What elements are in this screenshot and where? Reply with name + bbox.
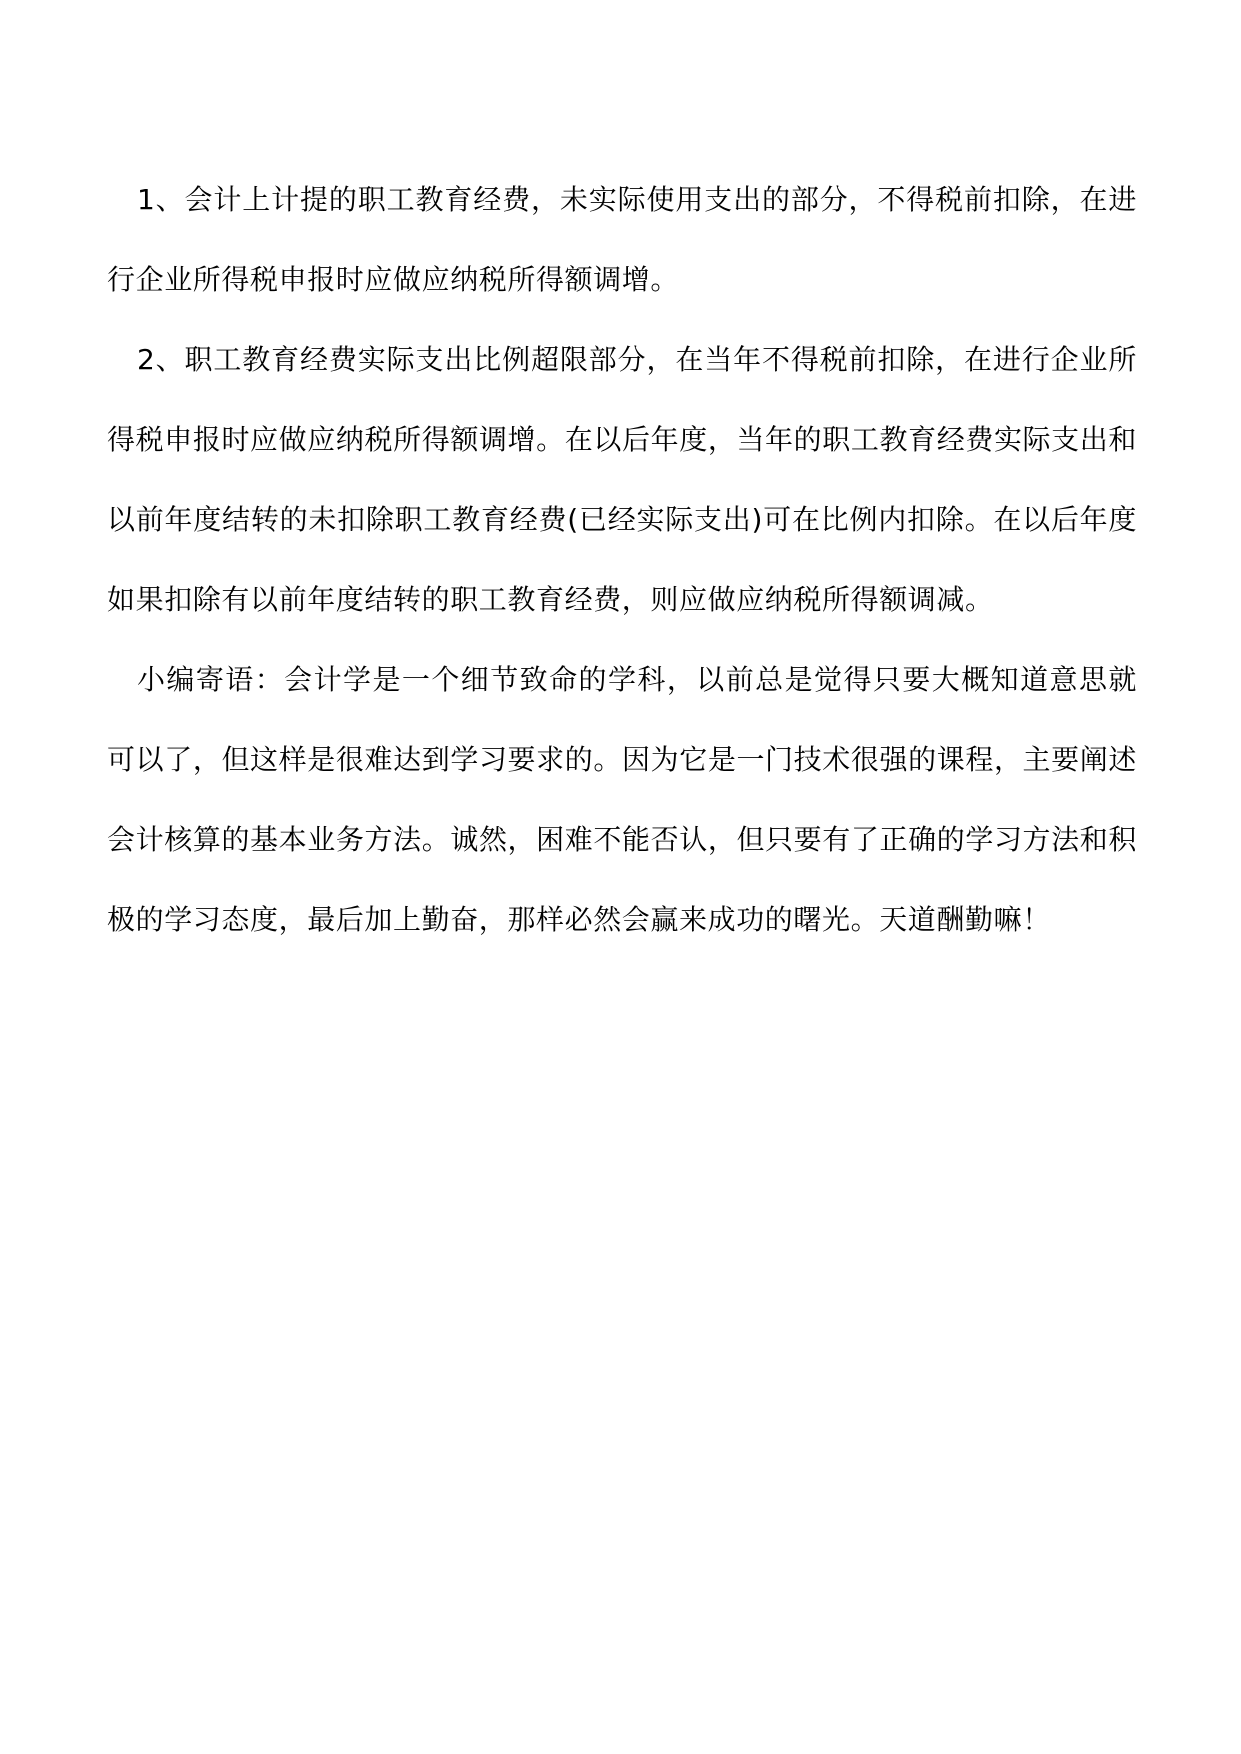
paragraph-2: 2、职工教育经费实际支出比例超限部分，在当年不得税前扣除，在进行企业所得税申报时应做应纳税所得额调增。在以后年度，当年的职工教育经费实际支出和以前年度结转的未扣除职工教育经费(已经实际支出)可在比例内扣除。在以后年度如果扣除有以前年度结转的职工教育经费，则应做应纳税所得额调减。: [107, 343, 1137, 616]
document-body: [107, 160, 1137, 960]
paragraph-1: 1、会计上计提的职工教育经费，未实际使用支出的部分，不得税前扣除，在进行企业所得税申报时应做应纳税所得额调增。: [107, 183, 1137, 296]
paragraph-editor-note: 小编寄语：会计学是一个细节致命的学科，以前总是觉得只要大概知道意思就可以了，但这样是很难达到学习要求的。因为它是一门技术很强的课程，主要阐述会计核算的基本业务方法。诚然，困难不能否认，但只要有了正确的学习方法和积极的学习态度，最后加上勤奋，那样必然会赢来成功的曙光。天道酬勤嘛！: [107, 663, 1137, 936]
